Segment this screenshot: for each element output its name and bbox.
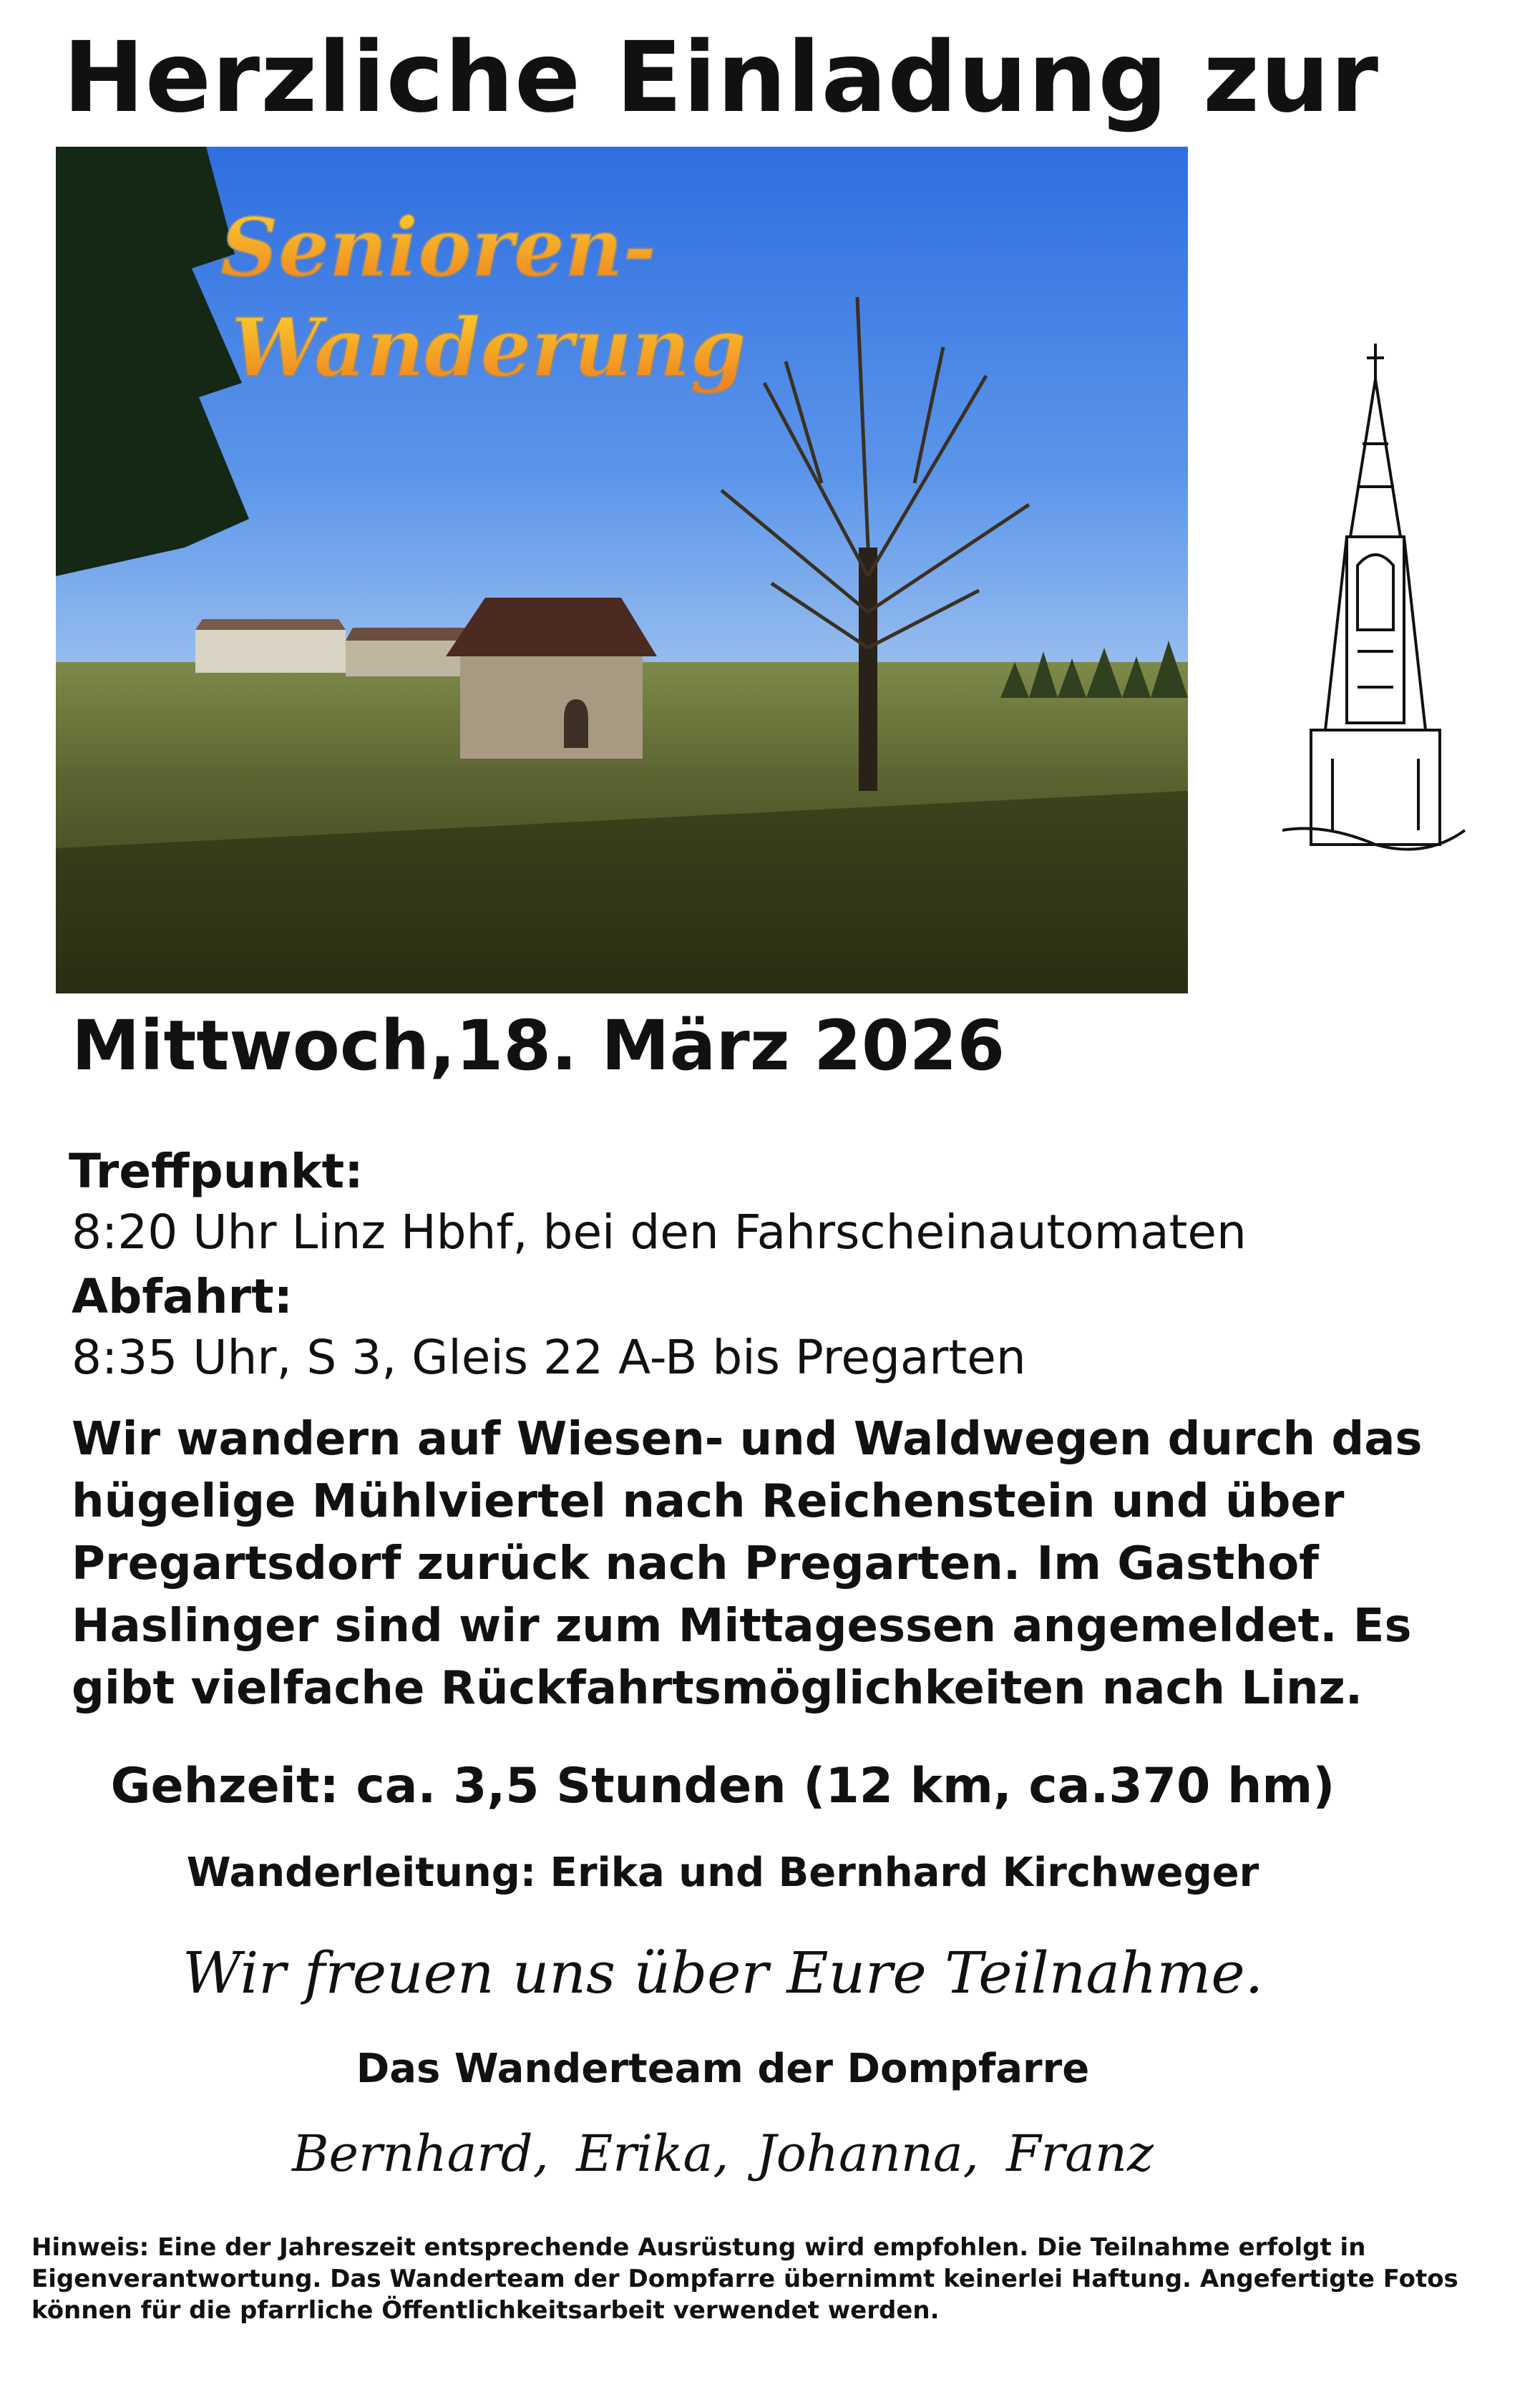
description-line: Haslinger sind wir zum Mittagessen angemeldet. Es bbox=[72, 1600, 1412, 1653]
departure-value: 8:35 Uhr, S 3, Gleis 22 A-B bis Pregarten bbox=[72, 1330, 1026, 1385]
description-line: gibt vielfache Rückfahrtsmöglichkeiten nach Linz. bbox=[72, 1662, 1363, 1715]
description-line: Wir wandern auf Wiesen- und Waldwegen durch das bbox=[72, 1413, 1423, 1466]
walking-time: Gehzeit: ca. 3,5 Stunden (12 km, ca.370 hm) bbox=[110, 1758, 1335, 1814]
team-members: Bernhard, Erika, Johanna, Franz bbox=[292, 2124, 1154, 2183]
team-name: Das Wanderteam der Dompfarre bbox=[356, 2046, 1090, 2092]
description-line: hügelige Mühlviertel nach Reichenstein und über bbox=[72, 1475, 1345, 1528]
departure-label: Abfahrt: bbox=[72, 1269, 293, 1324]
meeting-label: Treffpunkt: bbox=[69, 1144, 364, 1199]
note-line: können für die pfarrliche Öffentlichkeitsarbeit verwendet werden. bbox=[31, 2296, 940, 2325]
closing-message: Wir freuen uns über Eure Teilnahme. bbox=[182, 1940, 1264, 2006]
event-date: Mittwoch,18. März 2026 bbox=[72, 1006, 1005, 1086]
meeting-value: 8:20 Uhr Linz Hbhf, bei den Fahrscheinautomaten bbox=[72, 1205, 1247, 1260]
hiking-photo bbox=[56, 147, 1188, 993]
note-line: Hinweis: Eine der Jahreszeit entsprechende Ausrüstung wird empfohlen. Die Teilnahme erfolgt in bbox=[31, 2233, 1366, 2262]
description-line: Pregartsdorf zurück nach Pregarten. Im Gasthof bbox=[72, 1537, 1319, 1590]
photo-title-line2: Wanderung bbox=[231, 301, 746, 395]
hike-leaders: Wanderleitung: Erika und Bernhard Kirchweger bbox=[186, 1849, 1259, 1896]
cathedral-steeple-icon bbox=[1282, 329, 1468, 873]
photo-title-line1: Senioren- bbox=[220, 201, 656, 295]
disclaimer-note bbox=[31, 2232, 1520, 2326]
note-line: Eigenverantwortung. Das Wanderteam der Dompfarre übernimmt keinerlei Haftung. Angefertigte Fotos bbox=[31, 2265, 1458, 2293]
invitation-headline: Herzliche Einladung zur bbox=[63, 21, 1380, 135]
route-description bbox=[72, 1409, 1474, 1720]
